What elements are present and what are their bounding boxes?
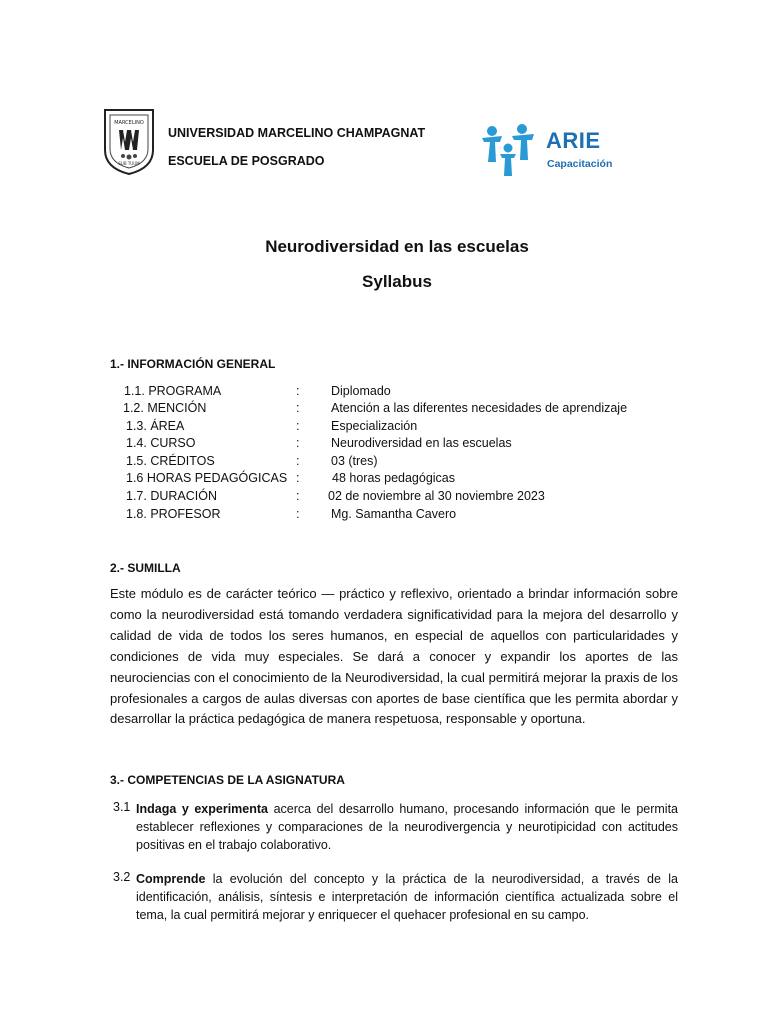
info-label: 1.6 HORAS PEDAGÓGICAS (126, 471, 288, 485)
info-label: 1.7. DURACIÓN (126, 489, 217, 503)
info-separator: : (296, 419, 300, 433)
competency-item (136, 800, 678, 854)
svg-text:MARCELINO: MARCELINO (114, 120, 144, 126)
section-heading-competencias: 3.- COMPETENCIAS DE LA ASIGNATURA (110, 773, 345, 787)
info-label: 1.5. CRÉDITOS (126, 454, 215, 468)
info-value: Neurodiversidad en las escuelas (331, 436, 512, 450)
competency-item (136, 870, 678, 924)
arie-logo-subtitle: Capacitación (547, 158, 613, 170)
document-subtitle: Syllabus (362, 272, 432, 291)
school-name: ESCUELA DE POSGRADO (168, 154, 325, 168)
info-label: 1.8. PROFESOR (126, 507, 221, 521)
sumilla-paragraph: Este módulo es de carácter teórico — práctico y reflexivo, orientado a brindar información sobre como la neurodiversidad está tomando verdadera significatividad para la mejora del desarrollo y calidad de vida de todos los seres humanos, en especial de aquellos con particularidades y condiciones de vida muy especiales. Se dará a conocer y expandir los aportes de las neurociencias con el conocimiento de la Neurodiversidad, la cual permitirá mejorar la praxis de los profesionales a cargos de aulas diversas con aportes de base científica que les permita abordar y desarrollar la práctica pedagógica de manera respetuosa, responsable y oportuna. (110, 586, 678, 727)
competency-number: 3.1 (113, 800, 131, 814)
svg-text:SUB TUUM: SUB TUUM (118, 161, 140, 166)
info-label: 1.3. ÁREA (126, 419, 185, 433)
info-value: Mg. Samantha Cavero (331, 507, 457, 521)
info-label: 1.1. PROGRAMA (124, 384, 222, 398)
competency-description: acerca del desarrollo humano, procesando información que le permita establecer reflexiones y comparaciones de la neurodivergencia y neurotipicidad con actitudes positivas en el trabajo colaborativo. (136, 802, 679, 852)
arie-logo-text: ARIE (546, 128, 601, 153)
info-value: Atención a las diferentes necesidades de aprendizaje (331, 401, 628, 415)
section-heading-sumilla: 2.- SUMILLA (110, 561, 181, 575)
competency-description: la evolución del concepto y la práctica de la neurodiversidad, a través de la identificación, análisis, síntesis e interpretación de información científica actualizada sobre el tema, la cual permitirá mejorar y enriquecer el quehacer profesional en su campo. (136, 872, 678, 922)
info-value: 03 (tres) (331, 454, 378, 468)
competency-keyword: Comprende (136, 872, 206, 886)
info-separator: : (296, 489, 300, 503)
info-separator: : (296, 454, 300, 468)
info-label: 1.2. MENCIÓN (123, 401, 207, 415)
info-value: 48 horas pedagógicas (332, 471, 456, 485)
info-value: Especialización (331, 419, 418, 433)
info-separator: : (296, 471, 300, 485)
competency-number: 3.2 (113, 870, 131, 884)
info-separator: : (296, 436, 300, 450)
info-separator: : (296, 401, 300, 415)
section-heading-general-info: 1.- INFORMACIÓN GENERAL (110, 357, 276, 371)
info-label: 1.4. CURSO (126, 436, 196, 450)
competency-keyword: Indaga y experimenta (136, 802, 269, 816)
university-seal-logo (101, 106, 157, 176)
document-title: Neurodiversidad en las escuelas (265, 237, 529, 256)
arie-figures-icon (480, 122, 538, 178)
info-separator: : (296, 384, 300, 398)
info-separator: : (296, 507, 300, 521)
info-value: 02 de noviembre al 30 noviembre 2023 (328, 489, 545, 503)
university-name: UNIVERSIDAD MARCELINO CHAMPAGNAT (168, 126, 426, 140)
info-value: Diplomado (331, 384, 391, 398)
